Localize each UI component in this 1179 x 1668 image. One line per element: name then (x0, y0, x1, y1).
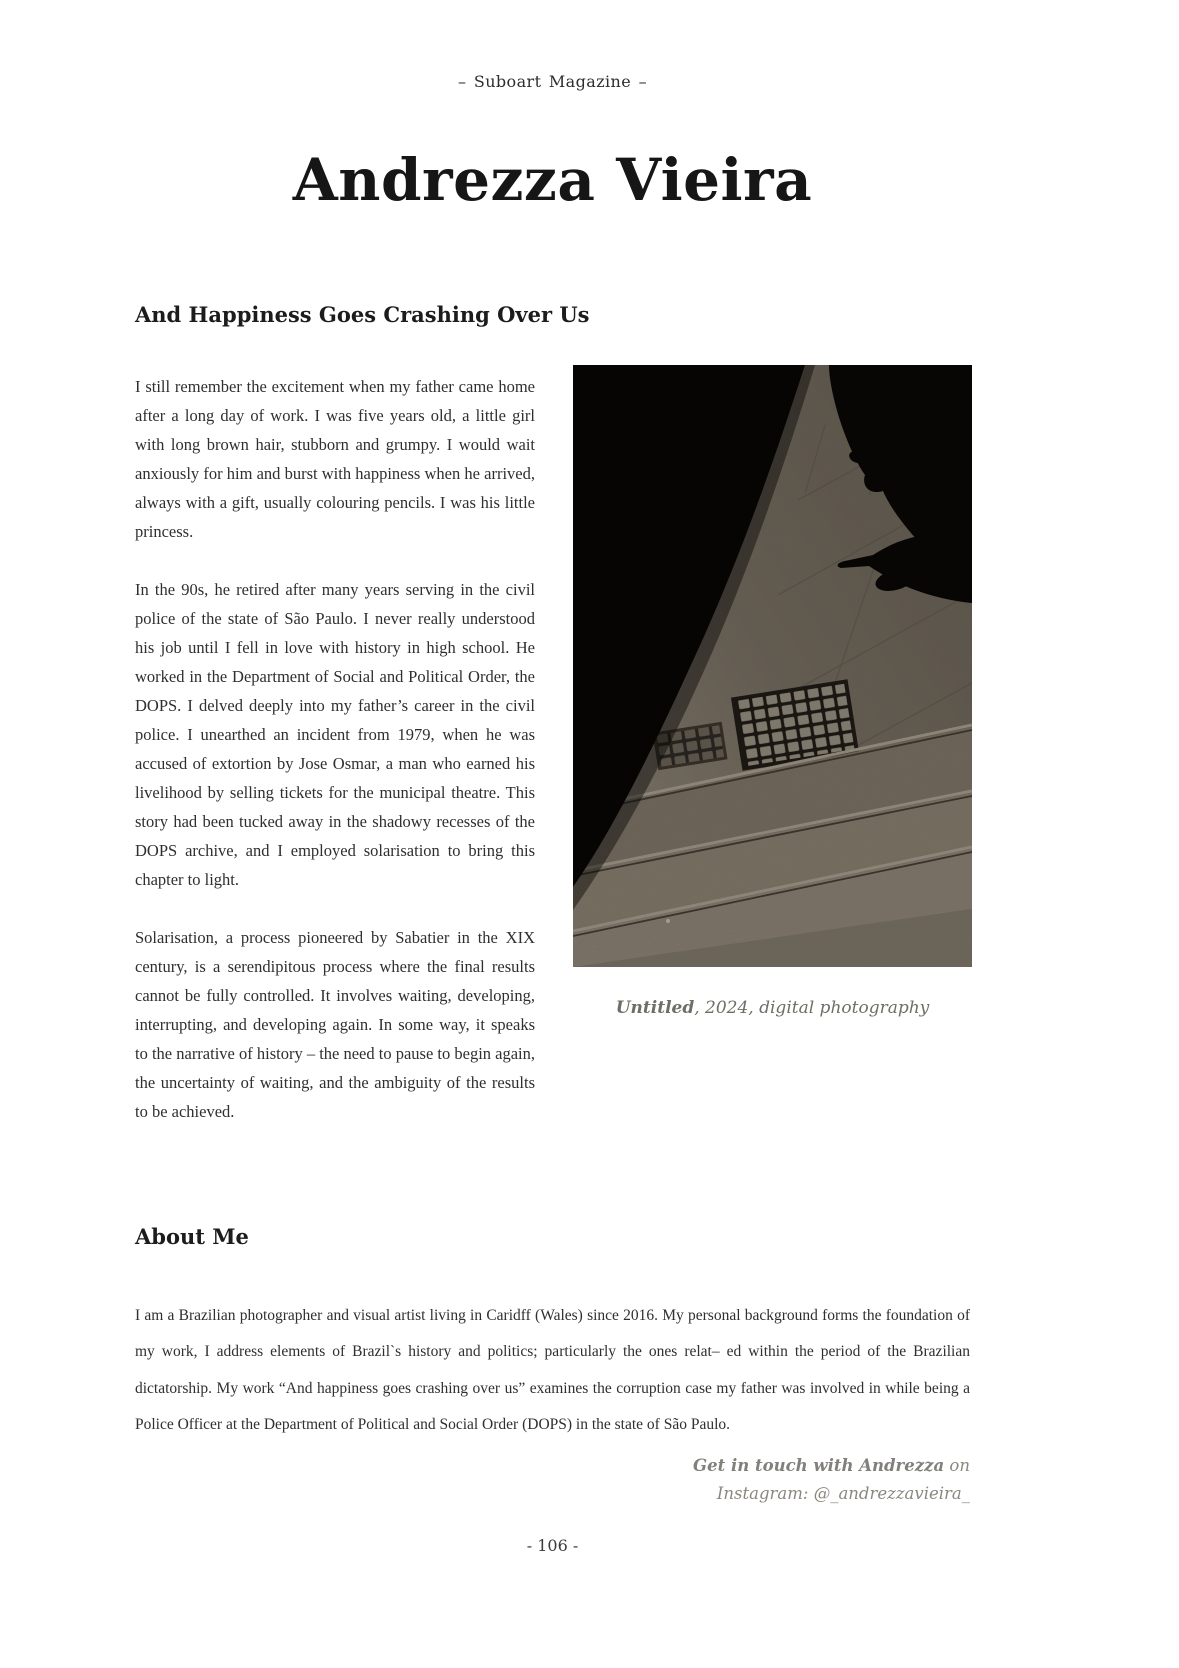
street-photo-image (573, 365, 972, 967)
contact-block (535, 1452, 970, 1508)
article-paragraph: Solarisation, a process pioneered by Sabatier in the XIX century, is a serendipitous process where the final results cannot be fully controlled. It involves waiting, developing, interrupting, and developing again. In some way, it speaks to the narrative of history – the need to pause to begin again, the uncertainty of waiting, and the ambiguity of the results to be achieved. (135, 928, 536, 1121)
contact-instagram-handle: Instagram: @_andrezzavieira_ (716, 1484, 970, 1503)
photo-caption-title: Untitled (615, 998, 695, 1018)
about-paragraph: I am a Brazilian photographer and visual artist living in Caridff (Wales) since 2016. My personal background forms the foundation of my work, I address elements of Brazil`s history and politics; particularly the ones relat– ed within the period of the Brazilian dictatorship. My work “And happiness goes crashing over us” examines the corruption case my father was involved in while being a Police Officer at the Department of Political and Social Order (DOPS) in the state of São Paulo. (135, 1306, 970, 1433)
artwork-photo (573, 365, 972, 967)
about-heading: About Me (135, 1224, 249, 1249)
contact-suffix: on (944, 1456, 970, 1475)
page-title: Andrezza Vieira (292, 146, 813, 214)
article-section-heading: And Happiness Goes Crashing Over Us (135, 302, 590, 327)
article-body-column (135, 372, 535, 1155)
film-grain-overlay (573, 365, 972, 967)
magazine-header: – Suboart Magazine – (457, 72, 648, 91)
article-paragraph: In the 90s, he retired after many years serving in the civil police of the state of São Paulo. I never really understood his job until I fell in love with history in high school. He worked in the Department of Social and Political Order, the DOPS. I delved deeply into my father’s career in the civil police. I unearthed an incident from 1979, when he was accused of extortion by Jose Osmar, a man who earned his livelihood by selling tickets for the municipal theatre. This story had been tucked away in the shadowy recesses of the DOPS archive, and I employed solarisation to bring this chapter to light. (135, 580, 535, 889)
article-paragraph: I still remember the excitement when my father came home after a long day of work. I was five years old, a little girl with long brown hair, stubborn and grumpy. I would wait anxiously for him and burst with happiness when he arrived, always with a gift, usually colouring pencils. I was his little princess. (135, 377, 535, 541)
photo-caption (573, 998, 972, 1018)
page-number: - 106 - (526, 1536, 579, 1555)
photo-caption-details: , 2024, digital photography (694, 998, 930, 1018)
contact-call-to-action: Get in touch with Andrezza (693, 1456, 945, 1475)
